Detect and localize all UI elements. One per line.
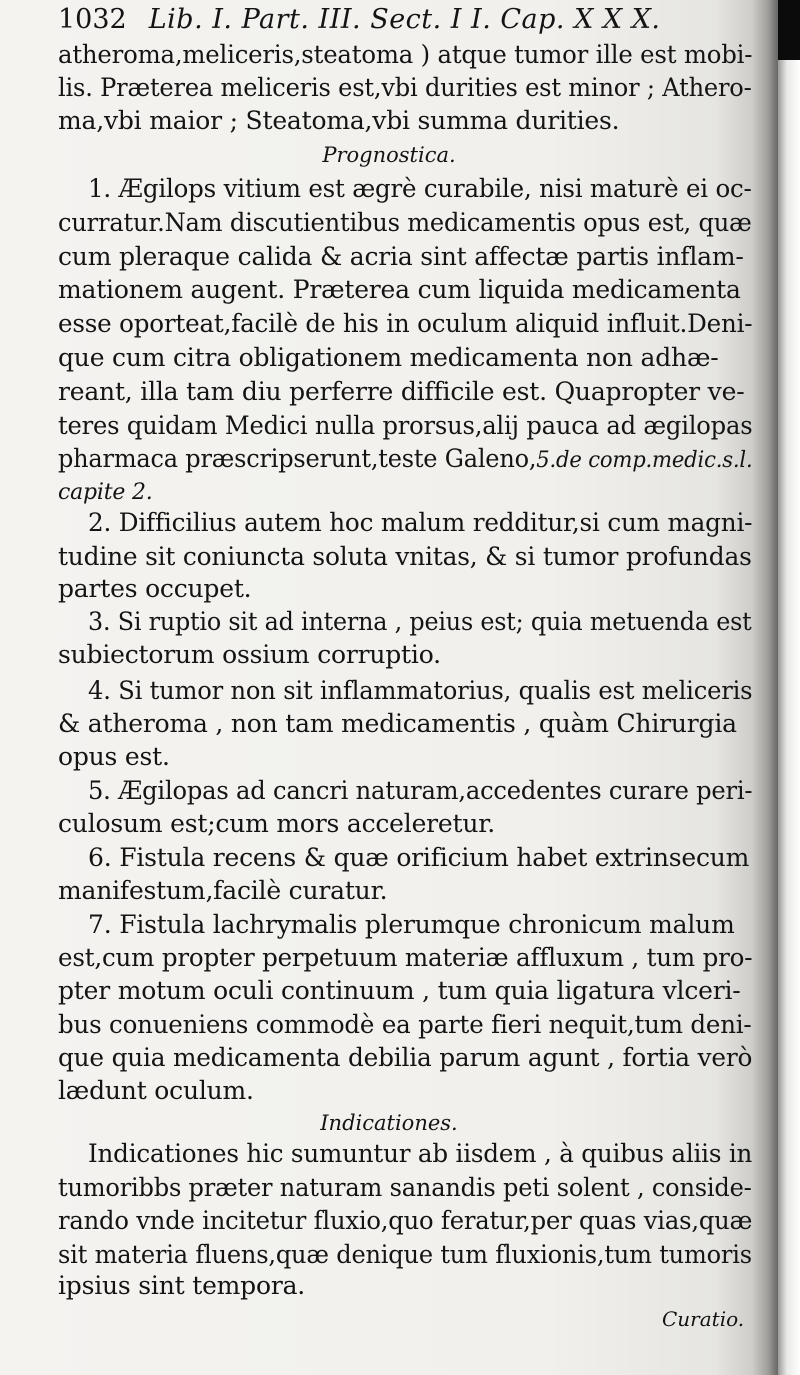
line-text: Indicationes hic sumuntur ab iisdem , à quibus aliis in <box>88 1139 753 1168</box>
citation-reference: capite 2. <box>58 480 153 505</box>
text-line <box>88 174 752 204</box>
text-line <box>58 574 251 604</box>
line-text: ipsius sint tempora. <box>58 1271 306 1300</box>
line-text: 3. Si ruptio sit ad interna , peius est; quia metuenda est <box>88 607 752 636</box>
text-line <box>58 242 744 272</box>
text-line <box>58 1173 752 1203</box>
line-text: & atheroma , non tam medicamentis , quàm Chirurgia <box>58 709 737 738</box>
line-text: subiectorum ossium corruptio. <box>58 640 441 669</box>
text-line <box>58 106 619 136</box>
line-text: ma,vbi maior ; Steatoma,vbi summa durities. <box>58 106 620 135</box>
text-line <box>58 943 752 973</box>
text-line <box>58 343 719 373</box>
line-text: bus conueniens commodè ea parte fieri nequit,tum deni- <box>58 1010 752 1039</box>
text-line <box>58 40 752 70</box>
line-text: lis. Præterea meliceris est,vbi durities est minor ; Athero- <box>58 73 752 102</box>
line-text: atheroma,meliceris,steatoma ) atque tumor ille est mobi- <box>58 40 753 69</box>
text-line <box>58 542 752 572</box>
text-line <box>58 876 387 906</box>
citation-reference: 5.de comp.medic.s.l. <box>536 448 753 473</box>
line-text: 4. Si tumor non sit inflammatorius, qualis est meliceris <box>88 676 753 705</box>
line-text: rando vnde incitetur fluxio,quo feratur,per quas vias,quæ <box>58 1206 753 1235</box>
text-line <box>58 411 752 441</box>
text-line <box>88 910 735 940</box>
text-line <box>58 1206 752 1236</box>
text-line <box>58 640 441 670</box>
text-line <box>58 1076 254 1106</box>
line-text: opus est. <box>58 742 170 771</box>
running-head-reference: Lib. I. Part. III. Sect. I I. Cap. X X X. <box>148 4 661 35</box>
page-number: 1032 <box>58 4 127 35</box>
scan-border-dark <box>778 0 800 60</box>
text-line <box>58 476 153 508</box>
section-heading: Prognostica. <box>322 143 456 167</box>
line-text: sit materia fluens,quæ denique tum fluxionis,tum tumoris <box>58 1240 752 1269</box>
line-text: culosum est;cum mors acceleretur. <box>58 809 496 838</box>
line-text: 6. Fistula recens & quæ orificium habet extrinsecum <box>88 843 750 872</box>
line-text: curratur.Nam discutientibus medicamentis opus est, quæ <box>58 208 752 237</box>
text-line <box>58 309 752 339</box>
line-text: que quia medicamenta debilia parum agunt , fortia verò <box>58 1043 753 1072</box>
text-line <box>88 508 752 538</box>
text-line <box>58 742 170 772</box>
text-line <box>88 776 752 806</box>
line-text: 5. Ægilopas ad cancri naturam,accedentes curare peri- <box>88 776 753 805</box>
line-text: mationem augent. Præterea cum liquida medicamenta <box>58 275 741 304</box>
line-text: est,cum propter perpetuum materiæ affluxum , tum pro- <box>58 943 753 972</box>
line-text: pter motum oculi continuum , tum quia ligatura vlceri- <box>58 976 741 1005</box>
section-heading: Indicationes. <box>320 1111 458 1135</box>
line-text: cum pleraque calida & acria sint affectæ partis inflam- <box>58 242 744 271</box>
line-text: lædunt oculum. <box>58 1076 254 1105</box>
text-line <box>58 377 744 407</box>
line-text: 1. Ægilops vitium est ægrè curabile, nisi maturè ei oc- <box>88 174 752 203</box>
line-text: reant, illa tam diu perferre difficile est. Quapropter ve- <box>58 377 745 406</box>
text-line <box>58 444 752 476</box>
text-line <box>88 843 749 873</box>
text-line <box>88 676 752 706</box>
text-line <box>88 607 752 637</box>
line-text: pharmaca præscripserunt,teste Galeno, <box>58 444 537 473</box>
text-line <box>58 1271 305 1301</box>
scan-border-light <box>778 60 800 1375</box>
text-line <box>58 709 737 739</box>
line-text: que cum citra obligationem medicamenta non adhæ- <box>58 343 719 372</box>
text-line <box>58 208 752 238</box>
line-text: manifestum,facilè curatur. <box>58 876 388 905</box>
text-line <box>58 1010 752 1040</box>
line-text: tudine sit coniuncta soluta vnitas, & si tumor profundas <box>58 542 752 571</box>
text-line <box>58 275 741 305</box>
catchword: Curatio. <box>662 1307 745 1331</box>
text-line <box>88 1139 752 1169</box>
line-text: tumoribbs præter naturam sanandis peti solent , conside- <box>58 1173 752 1202</box>
text-line <box>58 1240 752 1270</box>
line-text: 2. Difficilius autem hoc malum redditur,si cum magni- <box>88 508 753 537</box>
text-line <box>58 976 741 1006</box>
line-text: partes occupet. <box>58 574 252 603</box>
running-head <box>58 4 661 36</box>
line-text: teres quidam Medici nulla prorsus,alij pauca ad ægilopas <box>58 411 753 440</box>
text-line <box>58 809 495 839</box>
text-line <box>58 73 752 103</box>
line-text: 7. Fistula lachrymalis plerumque chronicum malum <box>88 910 735 939</box>
text-line <box>58 1043 752 1073</box>
line-text: esse oporteat,facilè de his in oculum aliquid influit.Deni- <box>58 309 753 338</box>
